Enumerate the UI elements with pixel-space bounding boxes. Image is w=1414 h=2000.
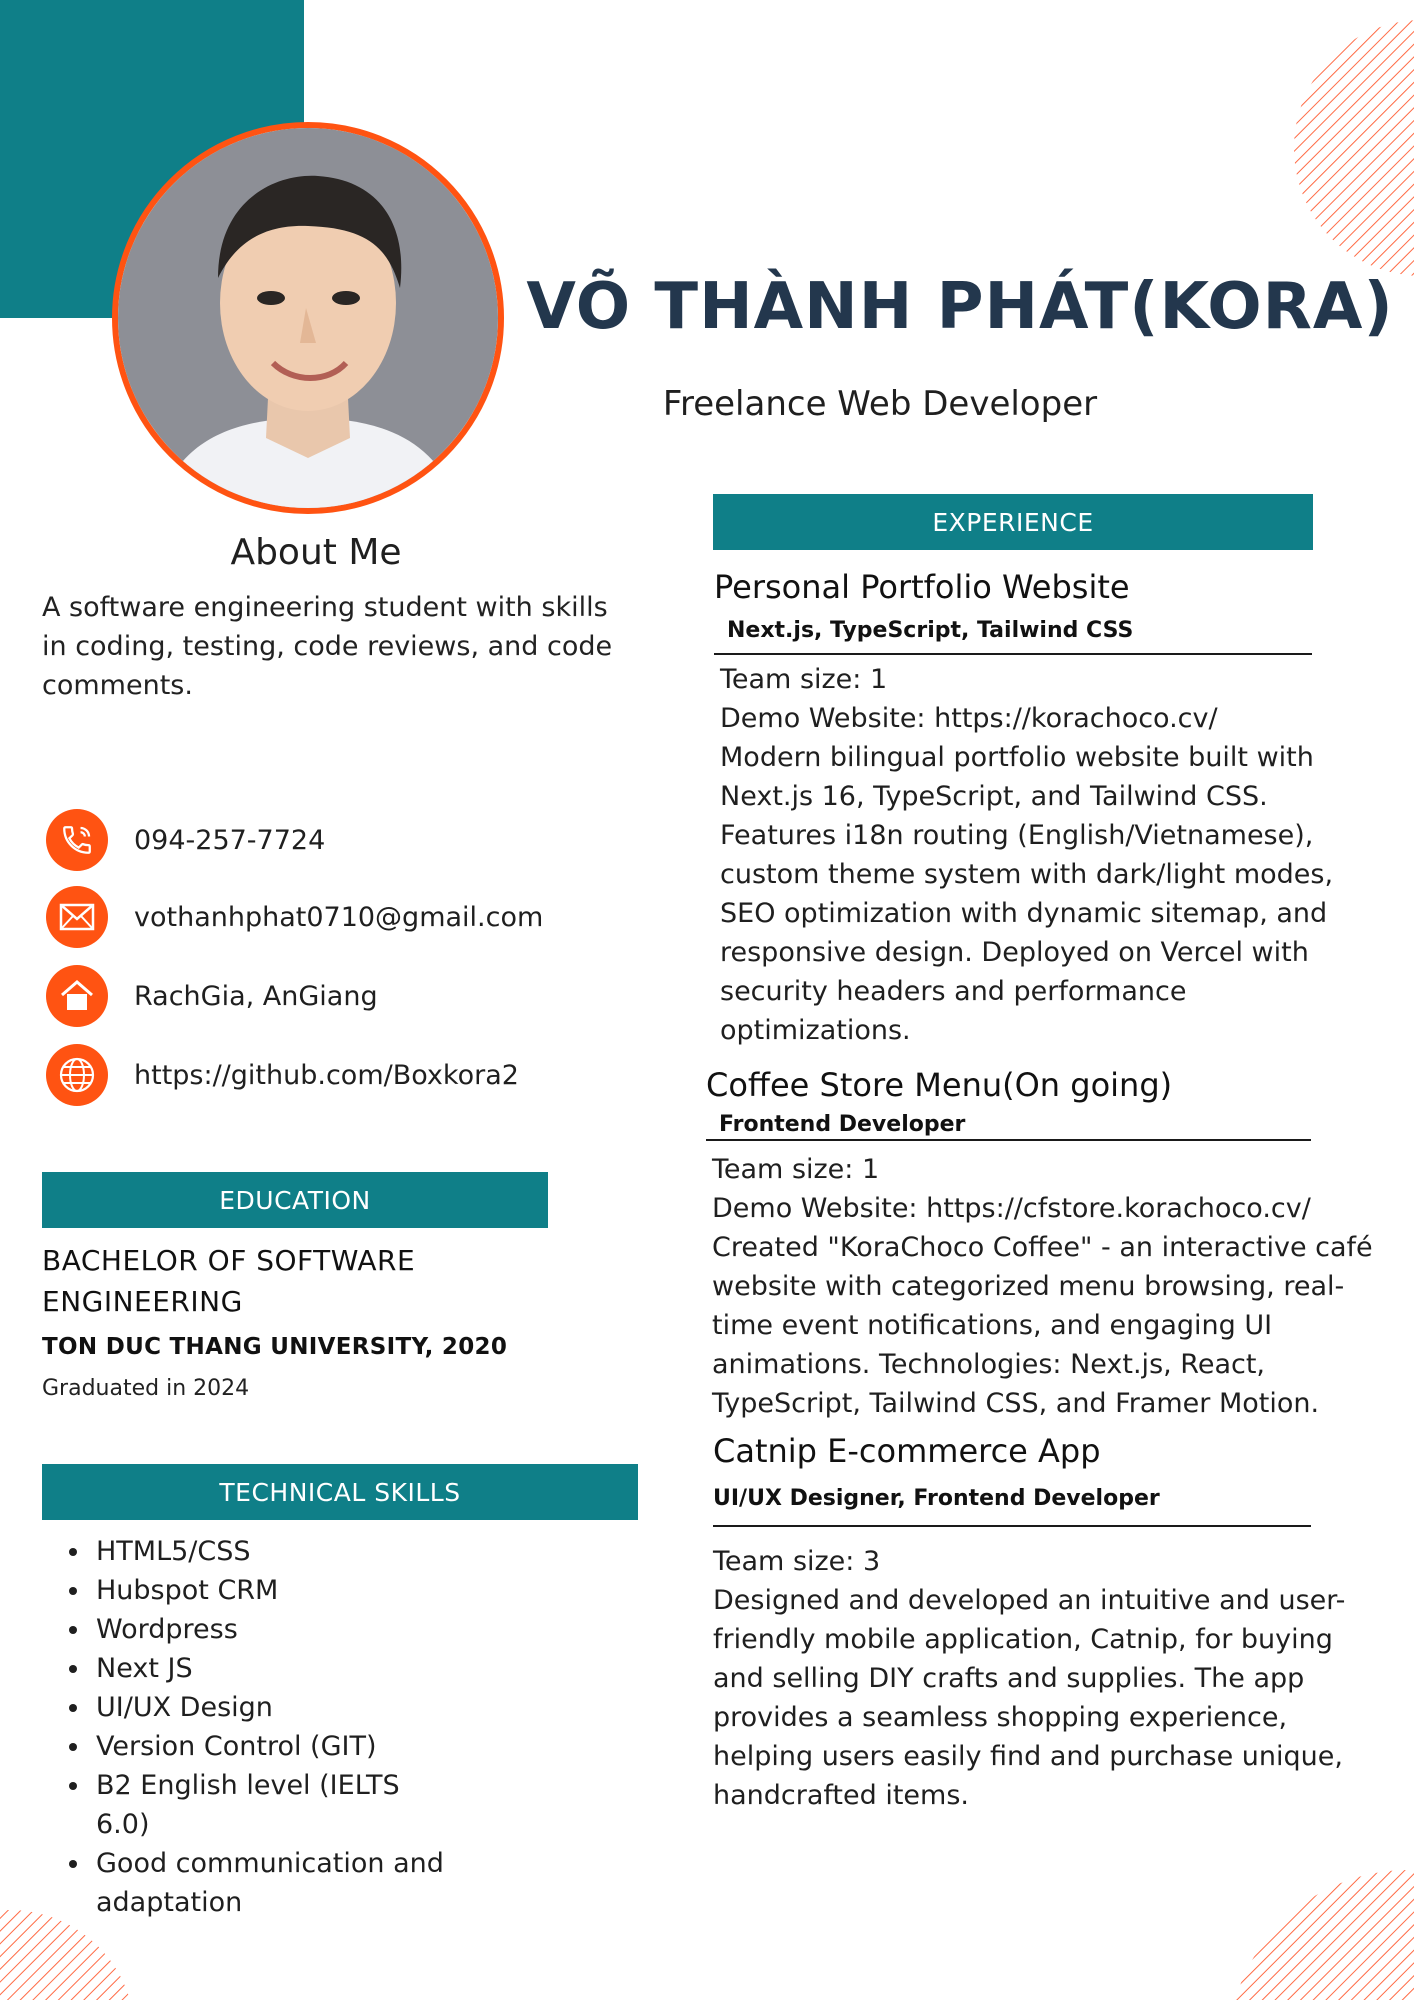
project-title-coffee: Coffee Store Menu(On going) [706, 1066, 1173, 1104]
project-body-catnip [713, 1542, 1345, 1815]
skill-item: • Wordpress [92, 1610, 452, 1649]
home-icon [46, 965, 108, 1027]
body-line[interactable]: Demo Website: https://cfstore.korachoco.cv/ [712, 1193, 1311, 1224]
project-body-coffee [712, 1150, 1373, 1423]
profile-photo [112, 122, 504, 514]
degree-line: ENGINEERING [42, 1285, 243, 1318]
email-address[interactable]: vothanhphat0710@gmail.com [134, 901, 544, 933]
hatched-circle-bottom-right [1208, 1850, 1414, 2000]
about-me-text [42, 588, 642, 705]
body-line: SEO optimization with dynamic sitemap, and [720, 898, 1328, 929]
experience-banner: EXPERIENCE [713, 494, 1313, 550]
about-line: A software engineering student with skills [42, 592, 608, 623]
body-line: Designed and developed an intuitive and user- [713, 1585, 1346, 1616]
body-line: handcrafted items. [713, 1780, 969, 1811]
body-line: and selling DIY crafts and supplies. The app [713, 1663, 1305, 1694]
location-text: RachGia, AnGiang [134, 980, 378, 1012]
phone-icon [46, 809, 108, 871]
skill-item: • Good communication and adaptation [92, 1844, 452, 1922]
skill-item: • Next JS [92, 1649, 452, 1688]
body-line: TypeScript, Tailwind CSS, and Framer Motion. [712, 1388, 1320, 1419]
body-line: Next.js 16, TypeScript, and Tailwind CSS. [720, 781, 1268, 812]
body-line: Features i18n routing (English/Vietnamese), [720, 820, 1314, 851]
education-banner: EDUCATION [42, 1172, 548, 1228]
body-line: helping users easily find and purchase unique, [713, 1741, 1343, 1772]
skill-item: • UI/UX Design [92, 1688, 452, 1727]
phone-number: 094-257-7724 [134, 824, 326, 856]
body-line: provides a seamless shopping experience, [713, 1702, 1288, 1733]
project-title-catnip: Catnip E-commerce App [713, 1432, 1101, 1470]
skill-item: • B2 English level (IELTS 6.0) [92, 1766, 452, 1844]
skill-item: • Version Control (GIT) [92, 1727, 452, 1766]
body-line: security headers and performance [720, 976, 1187, 1007]
github-link[interactable]: https://github.com/Boxkora2 [134, 1059, 519, 1091]
project-body-portfolio [720, 660, 1333, 1050]
body-line: Team size: 1 [720, 664, 888, 695]
profile-portrait-illustration [118, 128, 498, 508]
degree-line: BACHELOR OF SOFTWARE [42, 1244, 416, 1277]
body-line: Team size: 3 [713, 1546, 881, 1577]
about-line: comments. [42, 670, 193, 701]
body-line: Team size: 1 [712, 1154, 880, 1185]
body-line: time event notifications, and engaging UI [712, 1310, 1273, 1341]
contact-github [46, 1044, 519, 1106]
body-line[interactable]: Demo Website: https://korachoco.cv/ [720, 703, 1218, 734]
contact-phone [46, 809, 325, 871]
divider-line [706, 1139, 1311, 1141]
project-title-portfolio: Personal Portfolio Website [714, 568, 1130, 606]
body-line: responsive design. Deployed on Vercel with [720, 937, 1309, 968]
body-line: friendly mobile application, Catnip, for buying [713, 1624, 1333, 1655]
body-line: optimizations. [720, 1015, 911, 1046]
divider-line [714, 653, 1312, 655]
about-me-heading: About Me [230, 532, 402, 573]
contact-email [46, 886, 543, 948]
hatched-circle-top-right [1272, 20, 1414, 276]
body-line: custom theme system with dark/light modes, [720, 859, 1334, 890]
body-line: Created "KoraChoco Coffee" - an interactive café [712, 1232, 1373, 1263]
technical-skills-banner: TECHNICAL SKILLS [42, 1464, 638, 1520]
divider-line [713, 1525, 1311, 1527]
education-school: TON DUC THANG UNIVERSITY, 2020 [42, 1334, 508, 1360]
candidate-role: Freelance Web Developer [662, 384, 1098, 424]
globe-icon [46, 1044, 108, 1106]
candidate-name: VÕ THÀNH PHÁT(KORA) [526, 270, 1394, 344]
body-line: website with categorized menu browsing, real- [712, 1271, 1345, 1302]
project-subtitle-catnip: UI/UX Designer, Frontend Developer [713, 1486, 1160, 1511]
about-line: in coding, testing, code reviews, and code [42, 631, 613, 662]
skill-item: • Hubspot CRM [92, 1571, 452, 1610]
skill-item: • HTML5/CSS [92, 1532, 452, 1571]
education-degree [42, 1240, 562, 1322]
skills-list [62, 1532, 452, 1922]
project-subtitle-portfolio: Next.js, TypeScript, Tailwind CSS [727, 618, 1134, 643]
body-line: Modern bilingual portfolio website built with [720, 742, 1314, 773]
education-graduated: Graduated in 2024 [42, 1376, 250, 1401]
contact-location [46, 965, 378, 1027]
mail-icon [46, 886, 108, 948]
project-subtitle-coffee: Frontend Developer [719, 1112, 966, 1137]
body-line: animations. Technologies: Next.js, React, [712, 1349, 1266, 1380]
